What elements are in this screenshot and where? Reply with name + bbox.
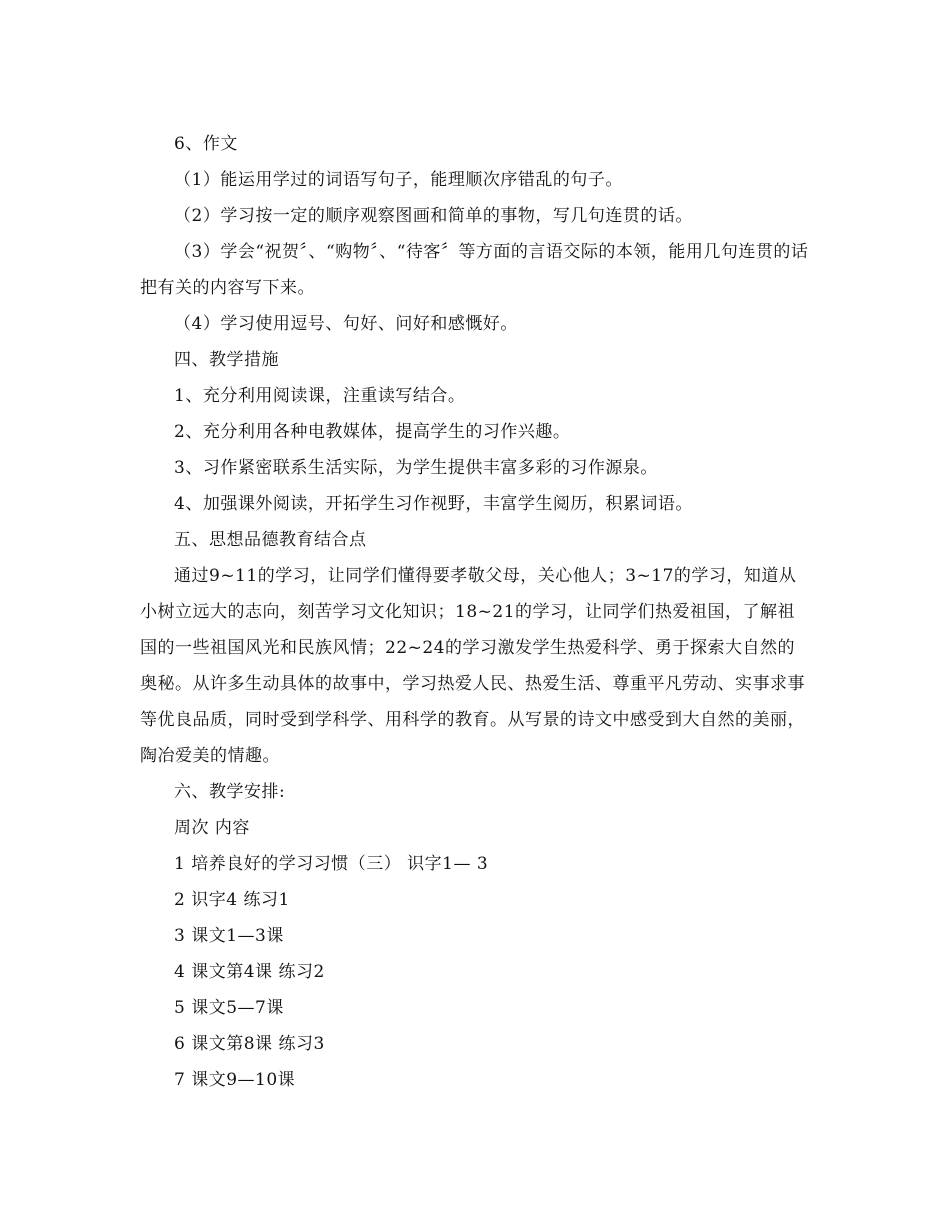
measure-item-2: 2、充分利用各种电教媒体，提高学生的习作兴趣。 [174,422,571,442]
measure-item-4: 4、加强课外阅读，开拓学生习作视野，丰富学生阅历，积累词语。 [174,494,693,514]
composition-item-4: （4）学习使用逗号、句好、问好和感慨好。 [174,314,518,334]
composition-item-1: （1）能运用学过的词语写句子，能理顺次序错乱的句子。 [174,170,623,190]
schedule-header: 周次 内容 [174,818,250,838]
schedule-week-3: 3 课文1—3课 [174,926,284,946]
measure-item-1: 1、充分利用阅读课，注重读写结合。 [174,386,466,406]
schedule-week-7: 7 课文9—10课 [174,1070,296,1090]
schedule-week-2: 2 识字4 练习1 [174,890,290,910]
section-heading-moral-education: 五、思想品德教育结合点 [174,530,367,550]
schedule-week-4: 4 课文第4课 练习2 [174,962,325,982]
schedule-week-5: 5 课文5—7课 [174,998,284,1018]
schedule-week-1: 1 培养良好的学习习惯（三） 识字1— 3 [174,854,489,874]
section-heading-teaching-schedule: 六、教学安排: [174,782,286,802]
section-heading-composition: 6、作文 [174,134,238,154]
composition-item-3: （3）学会“祝贺〞、“购物〞、“待客〞等方面的言语交际的本领，能用几句连贯的话把有关的内容写下来。 [140,242,809,298]
document-body [140,126,812,1098]
schedule-week-6: 6 课文第8课 练习3 [174,1034,325,1054]
section-heading-teaching-measures: 四、教学措施 [174,350,279,370]
composition-item-2: （2）学习按一定的顺序观察图画和简单的事物，写几句连贯的话。 [174,206,693,226]
measure-item-3: 3、习作紧密联系生活实际，为学生提供丰富多彩的习作源泉。 [174,458,658,478]
moral-education-paragraph: 通过9~11的学习，让同学们懂得要孝敬父母，关心他人；3~17的学习，知道从小树立远大的志向，刻苦学习文化知识；18~21的学习，让同学们热爱祖国，了解祖国的一些祖国风光和民族风情；22~24的学习激发学生热爱科学、勇于探索大自然的奥秘。从许多生动具体的故事中，学习热爱人民、热爱生活、尊重平凡劳动、实事求事等优良品质，同时受到学科学、用科学的教育。从写景的诗文中感受到大自然的美丽，陶冶爱美的情趣。 [140,566,805,766]
